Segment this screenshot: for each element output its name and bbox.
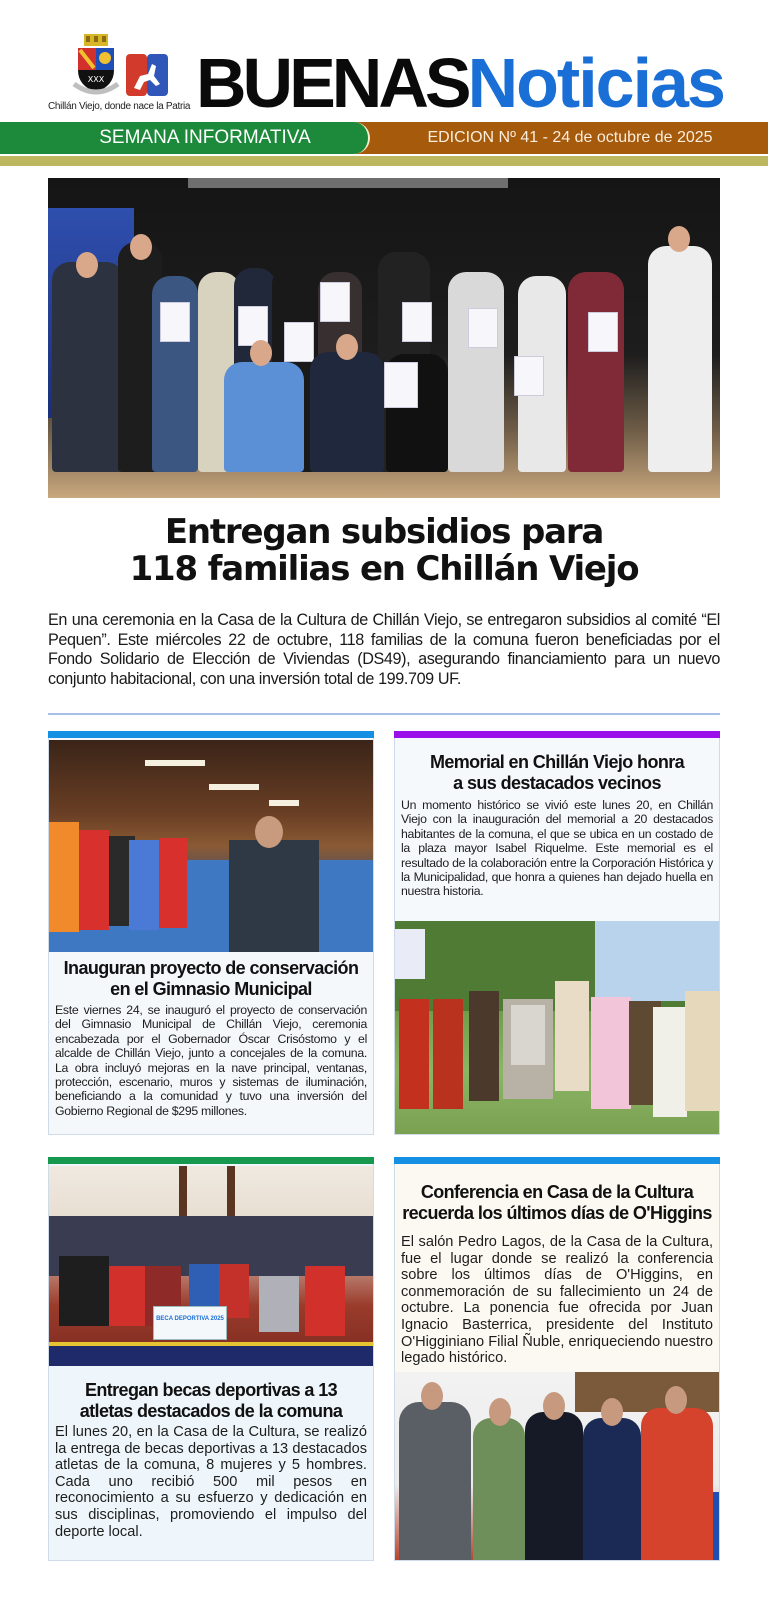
section-label: SEMANA INFORMATIVA (99, 127, 311, 148)
story-photo-scholarships (49, 1166, 373, 1366)
newspaper-title (196, 44, 724, 122)
story-photo-conference (395, 1372, 719, 1560)
story-card-memorial (394, 731, 720, 1135)
story-title-memorial: Memorial en Chillán Viejo honra a sus destacados vecinos (429, 752, 685, 793)
municipal-crest-icon (72, 34, 120, 100)
svg-text:XXX: XXX (87, 75, 105, 84)
edition-label: EDICION Nº 41 - 24 de octubre de 2025 (427, 129, 713, 146)
card-accent-bar (394, 1157, 720, 1164)
masthead (0, 0, 768, 120)
headline-line-2: 118 familias en Chillán Viejo (129, 549, 639, 589)
story-body-conference: El salón Pedro Lagos, de la Casa de la Cultura, fue el lugar donde se realizó la conferencia sobre los últimos días de O'Higgins, en conmemoración de su fallecimiento un 24 de octubre. La ponencia fue ofrecida por Juan Ignacio Basterrica, presidente del Instituto O'Higginiano Filial Ñuble, enriqueciendo nuestro legado histórico. (401, 1234, 713, 1367)
story-card-conference (394, 1157, 720, 1561)
story-photo-memorial (395, 921, 719, 1134)
sign-text: BECA DEPORTIVA 2025 (156, 1316, 224, 1322)
story-photo-gym (49, 740, 373, 952)
story-body-memorial: Un momento histórico se vivió este lunes 20, en Chillán Viejo con la inauguración del memorial a 20 destacados habitantes de la comuna, el que se ubica en un costado de la plaza mayor Isabel Riquelme. Este memorial es el resultado de la colaboración entre la Corporación Histórica y la Municipalidad, que honra a quienes han dejado huella en nuestra historia. (401, 798, 713, 899)
headline-line-1: Entregan subsidios para (164, 512, 604, 552)
story-title-gym: Inauguran proyecto de conservación en el Gimnasio Municipal (63, 958, 359, 999)
lead-story-photo (48, 178, 720, 498)
lead-story-headline (48, 514, 720, 588)
tagline: Chillán Viejo, donde nace la Patria (48, 101, 191, 112)
horseman-logo-icon (126, 54, 168, 96)
header-band (0, 122, 768, 154)
card-accent-bar (394, 731, 720, 738)
story-title-scholarships: Entregan becas deportivas a 13 atletas destacados de la comuna (79, 1380, 343, 1421)
section-divider (48, 713, 720, 715)
story-body-scholarships: El lunes 20, en la Casa de la Cultura, se realizó la entrega de becas deportivas a 13 destacados atletas de la comuna, 8 mujeres y 5 hombres. Cada uno recibió 500 mil pesos en reconocimiento a su esfuerzo y dedicación en sus disciplinas, promoviendo el impulso del deporte local. (55, 1424, 367, 1540)
story-card-gym (48, 731, 374, 1135)
story-title-conference: Conferencia en Casa de la Cultura recuerda los últimos días de O'Higgins (402, 1182, 712, 1223)
title-buenas: BUENAS (196, 44, 468, 122)
story-card-scholarships (48, 1157, 374, 1561)
olive-divider (0, 156, 768, 166)
story-body-gym: Este viernes 24, se inauguró el proyecto de conservación del Gimnasio Municipal de Chillán Viejo, ceremonia encabezada por el Gobernador Óscar Crisóstomo y el alcalde de Chillán Viejo, junto a concejales de la comuna. La obra incluyó mejoras en la nave principal, ventanas, protección, escenario, muros y sistemas de iluminación, beneficiando a la comunidad y tuvo una inversión del Gobierno Regional de $295 millones. (55, 1003, 367, 1118)
lead-story-body: En una ceremonia en la Casa de la Cultura de Chillán Viejo, se entregaron subsidios al comité “El Pequen”. Este miércoles 22 de octubre, 118 familias de la comuna fueron beneficiadas por el Fondo Solidario de Elección de Viviendas (DS49), asegurando financiamiento para un nuevo conjunto habitacional, con una inversión total de 199.709 UF. (48, 611, 720, 688)
photo-group (48, 222, 720, 472)
photo-ceiling-light (188, 178, 508, 188)
title-noticias: Noticias (467, 44, 724, 122)
card-accent-bar (48, 1157, 374, 1164)
card-accent-bar (48, 731, 374, 738)
